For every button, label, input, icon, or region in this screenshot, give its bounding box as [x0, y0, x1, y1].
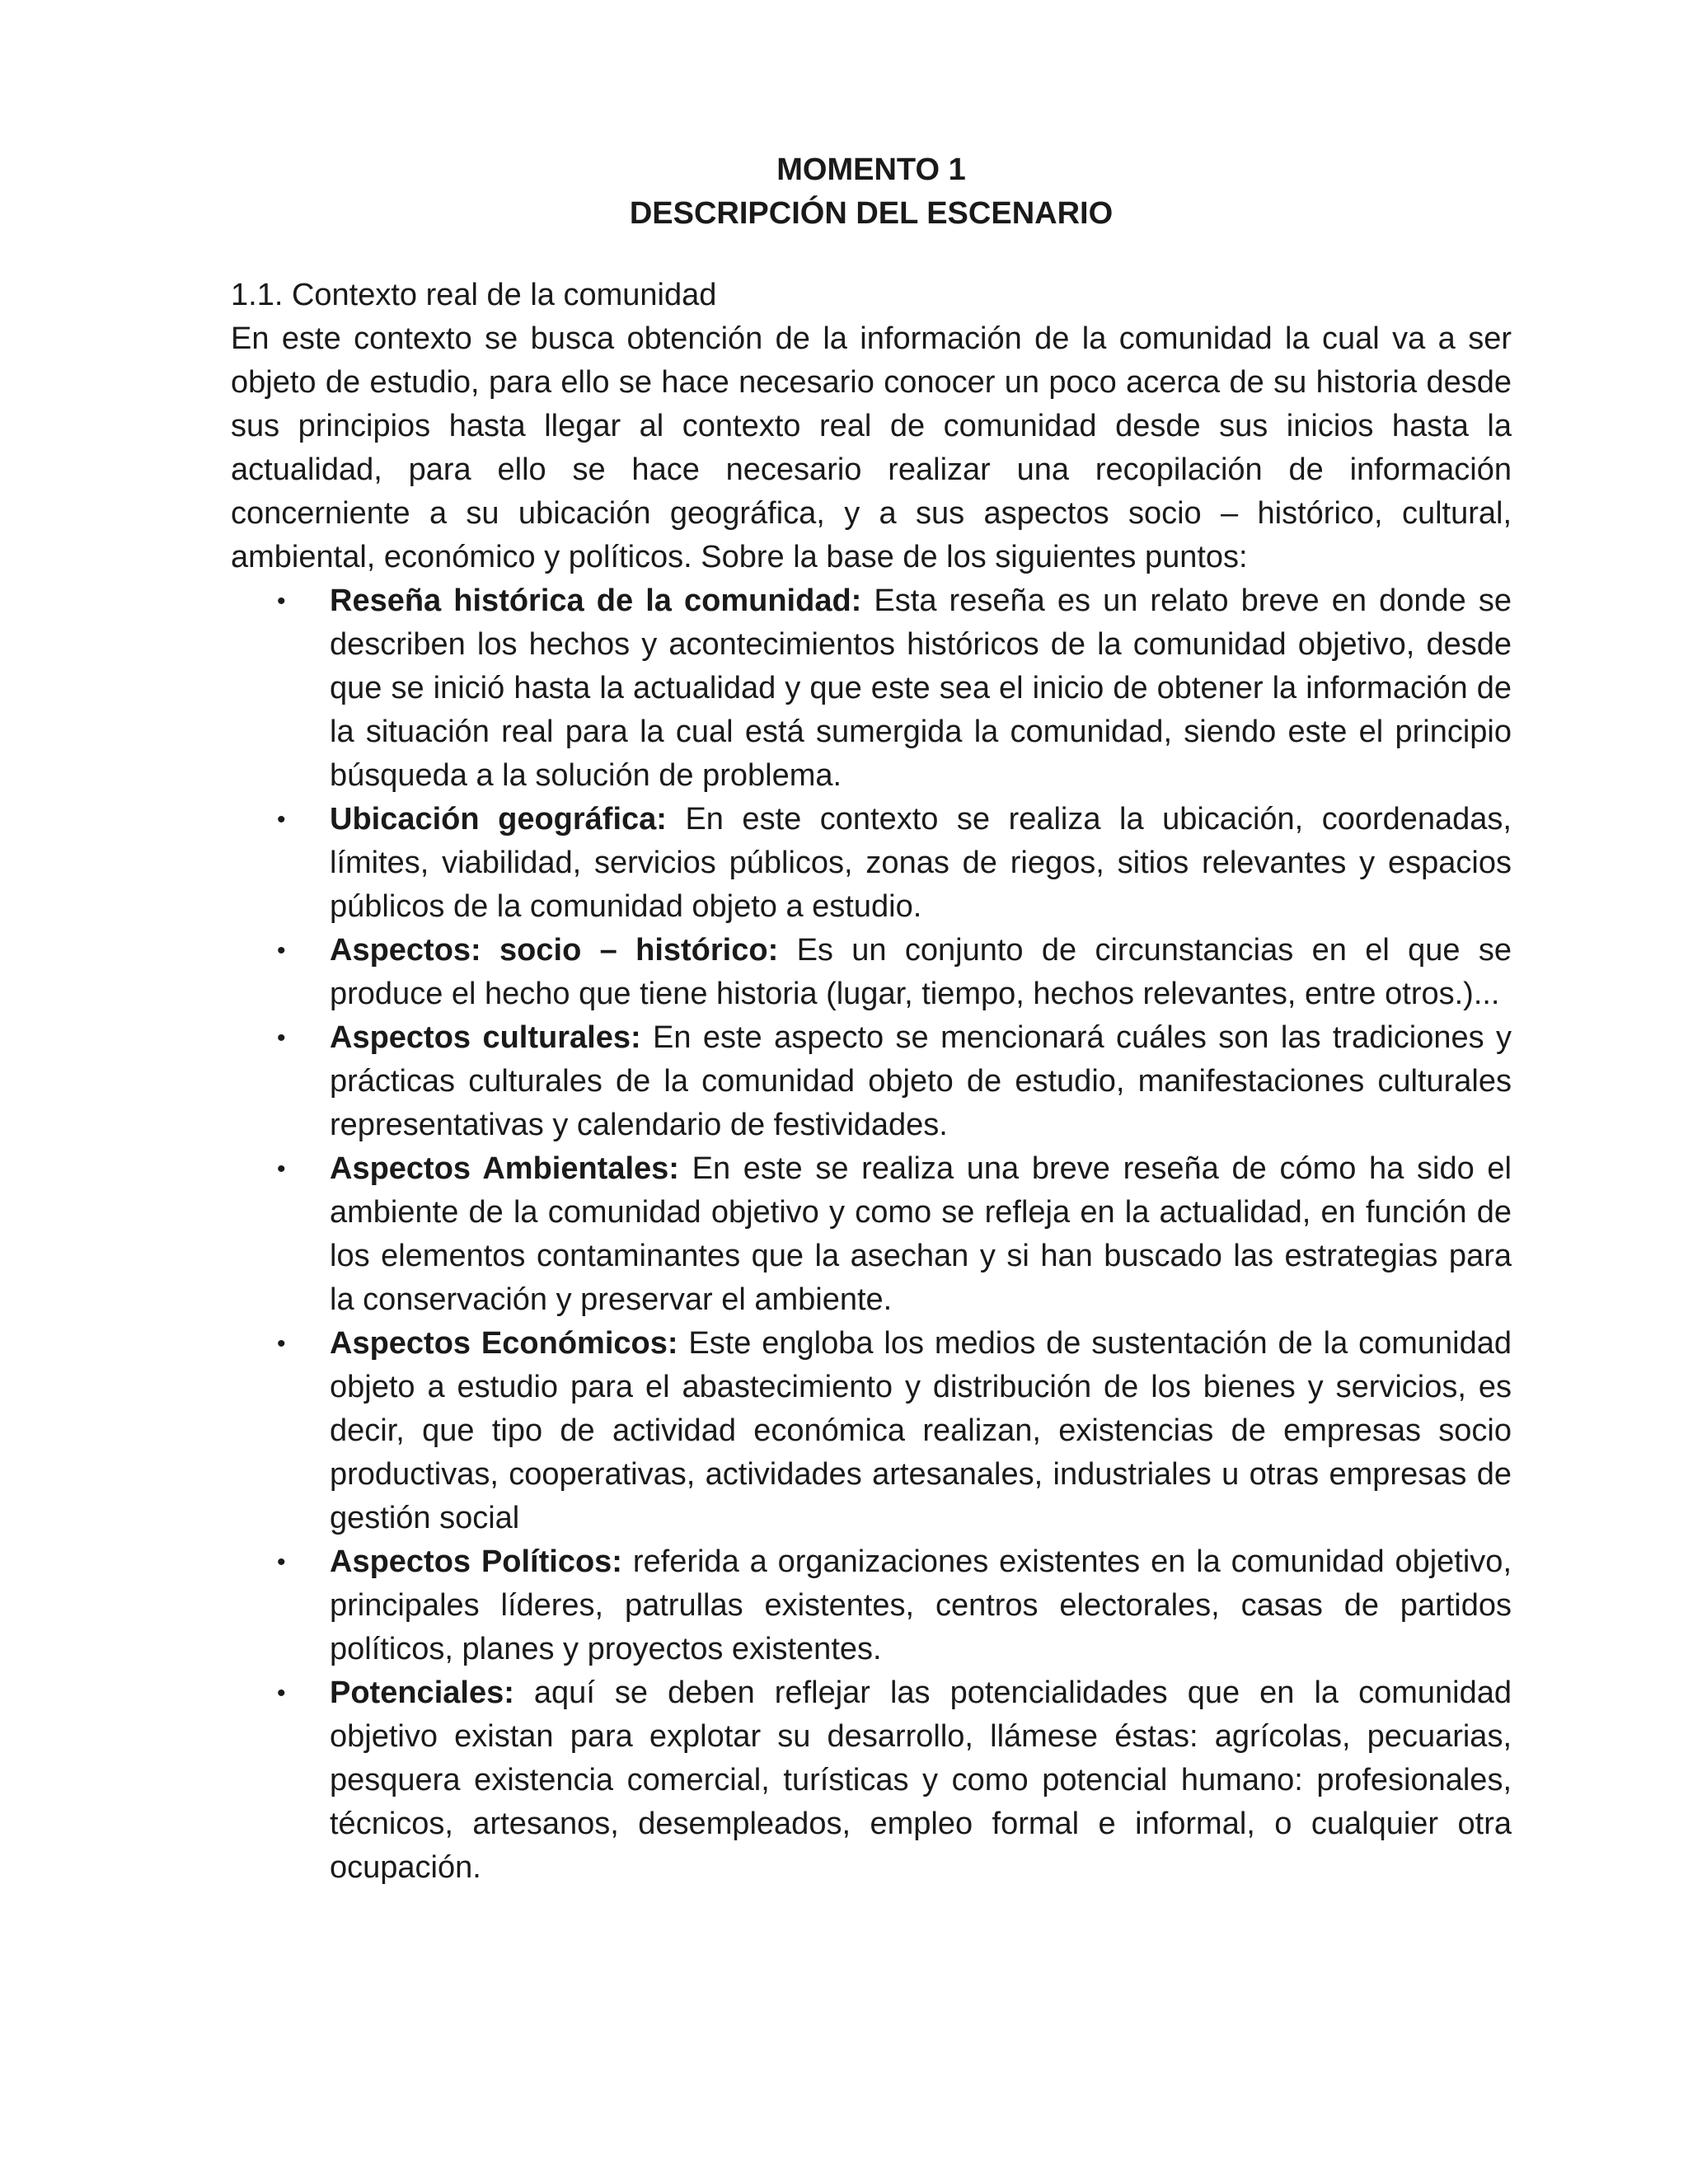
bullet-icon: • [277, 806, 286, 833]
bullet-icon: • [277, 588, 286, 615]
list-item-ubicacion-geografica [231, 798, 1512, 929]
list-item-term: Aspectos: socio – histórico: [330, 933, 779, 968]
list-item-term: Reseña histórica de la comunidad: [330, 583, 862, 618]
list-item-term: Aspectos Políticos: [330, 1544, 622, 1579]
list-item-resena-historica [231, 579, 1512, 798]
list-item-text: Este engloba los medios de sustentación de la comunidad objeto a estudio para el abastecimiento y distribución de los bienes y servicios, es decir, que tipo de actividad económica realizan, existencias de empresas socio productivas, cooperativas, actividades artesanales, industriales u otras empresas de gestión social [330, 1326, 1512, 1535]
list-item-text: Es un conjunto de circunstancias en el que se produce el hecho que tiene historia (lugar, tiempo, hechos relevantes, entre otros.)... [330, 933, 1512, 1011]
list-item-aspectos-ambientales [231, 1147, 1512, 1322]
list-item-term: Aspectos culturales: [330, 1020, 641, 1055]
list-item-term: Potenciales: [330, 1675, 514, 1710]
list-item-text: aquí se deben reflejar las potencialidades que en la comunidad objetivo existan para explotar su desarrollo, llámese éstas: agrícolas, pecuarias, pesquera existencia comercial, turísticas y como potencial humano: profesionales, técnicos, artesanos, desempleados, empleo formal e informal, o cualquier otra ocupación. [330, 1675, 1512, 1885]
list-item-text: En este contexto se realiza la ubicación, coordenadas, límites, viabilidad, servicios públicos, zonas de riegos, sitios relevantes y espacios públicos de la comunidad objeto a estudio. [330, 802, 1512, 924]
section-intro-paragraph: En este contexto se busca obtención de la información de la comunidad la cual va a ser objeto de estudio, para ello se hace necesario conocer un poco acerca de su historia desde sus principios hasta llegar al contexto real de comunidad desde sus inicios hasta la actualidad, para ello se hace necesario realizar una recopilación de información concerniente a su ubicación geográfica, y a sus aspectos socio – histórico, cultural, ambiental, económico y políticos. Sobre la base de los siguientes puntos: [231, 321, 1512, 574]
bullet-icon: • [277, 937, 286, 964]
document-title-line2: DESCRIPCIÓN DEL ESCENARIO [629, 196, 1114, 231]
bullet-icon: • [277, 1680, 286, 1707]
list-item-aspectos-politicos [231, 1540, 1512, 1671]
bullet-icon: • [277, 1549, 286, 1576]
bullet-icon: • [277, 1155, 286, 1183]
list-item-term: Aspectos Ambientales: [330, 1151, 679, 1186]
document-page [231, 148, 1512, 1890]
list-item-aspectos-culturales [231, 1016, 1512, 1147]
list-item-text: Esta reseña es un relato breve en donde se describen los hechos y acontecimientos históricos de la comunidad objetivo, desde que se inició hasta la actualidad y que este sea el inicio de obtener la información de la situación real para la cual está sumergida la comunidad, siendo este el principio búsqueda a la solución de problema. [330, 583, 1512, 793]
list-item-term: Ubicación geográfica: [330, 802, 667, 837]
points-list [231, 579, 1512, 1890]
list-item-aspectos-economicos [231, 1322, 1512, 1540]
list-item-text: referida a organizaciones existentes en la comunidad objetivo, principales líderes, patrullas existentes, centros electorales, casas de partidos políticos, planes y proyectos existentes. [330, 1544, 1512, 1666]
list-item-term: Aspectos Económicos: [330, 1326, 678, 1361]
list-item-text: En este aspecto se mencionará cuáles son las tradiciones y prácticas culturales de la comunidad objeto de estudio, manifestaciones culturales representativas y calendario de festividades. [330, 1020, 1512, 1142]
list-item-socio-historico [231, 929, 1512, 1016]
bullet-icon: • [277, 1024, 286, 1052]
list-item-potenciales [231, 1671, 1512, 1890]
bullet-icon: • [277, 1330, 286, 1357]
list-item-text: En este se realiza una breve reseña de cómo ha sido el ambiente de la comunidad objetivo y como se refleja en la actualidad, en función de los elementos contaminantes que la asechan y si han buscado las estrategias para la conservación y preservar el ambiente. [330, 1151, 1512, 1317]
section-heading: 1.1. Contexto real de la comunidad [231, 278, 717, 312]
document-title-line1: MOMENTO 1 [776, 152, 966, 187]
